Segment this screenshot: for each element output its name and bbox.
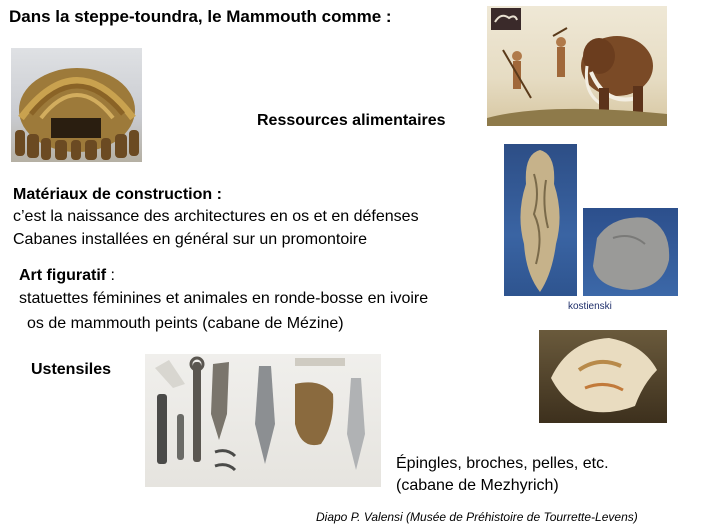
- kostienski-caption: kostienski: [568, 301, 612, 312]
- ustensiles-line1: Épingles, broches, pelles, etc.: [396, 455, 609, 472]
- mammoth-hunt-illustration: [487, 6, 667, 126]
- slide-credit: Diapo P. Valensi (Musée de Préhistoire de Tourrette-Levens): [316, 510, 638, 524]
- slide-title: Dans la steppe-toundra, le Mammouth comme :: [9, 7, 392, 26]
- art-heading: Art figuratif: [19, 267, 107, 284]
- materiaux-heading: Matériaux de construction :: [13, 186, 222, 203]
- ustensiles-heading: Ustensiles: [31, 361, 112, 378]
- carved-stone-photo: [583, 208, 678, 296]
- bone-tools-photo: [145, 354, 381, 487]
- art-line1: statuettes féminines et animales en ronde-bosse en ivoire: [19, 290, 429, 307]
- materiaux-line1: c’est la naissance des architectures en os et en défenses: [13, 208, 419, 225]
- art-line2: os de mammouth peints (cabane de Mézine): [27, 315, 344, 332]
- art-heading-colon: :: [106, 267, 115, 284]
- materiaux-line2: Cabanes installées en général sur un promontoire: [13, 231, 367, 248]
- ivory-statuette-photo: [504, 144, 577, 296]
- art-heading-row: [19, 265, 115, 287]
- ressources-label: Ressources alimentaires: [257, 112, 446, 129]
- mammoth-bone-hut-photo: [11, 48, 142, 162]
- ustensiles-line2: (cabane de Mezhyrich): [396, 477, 559, 494]
- painted-mammoth-bone-photo: [539, 330, 667, 423]
